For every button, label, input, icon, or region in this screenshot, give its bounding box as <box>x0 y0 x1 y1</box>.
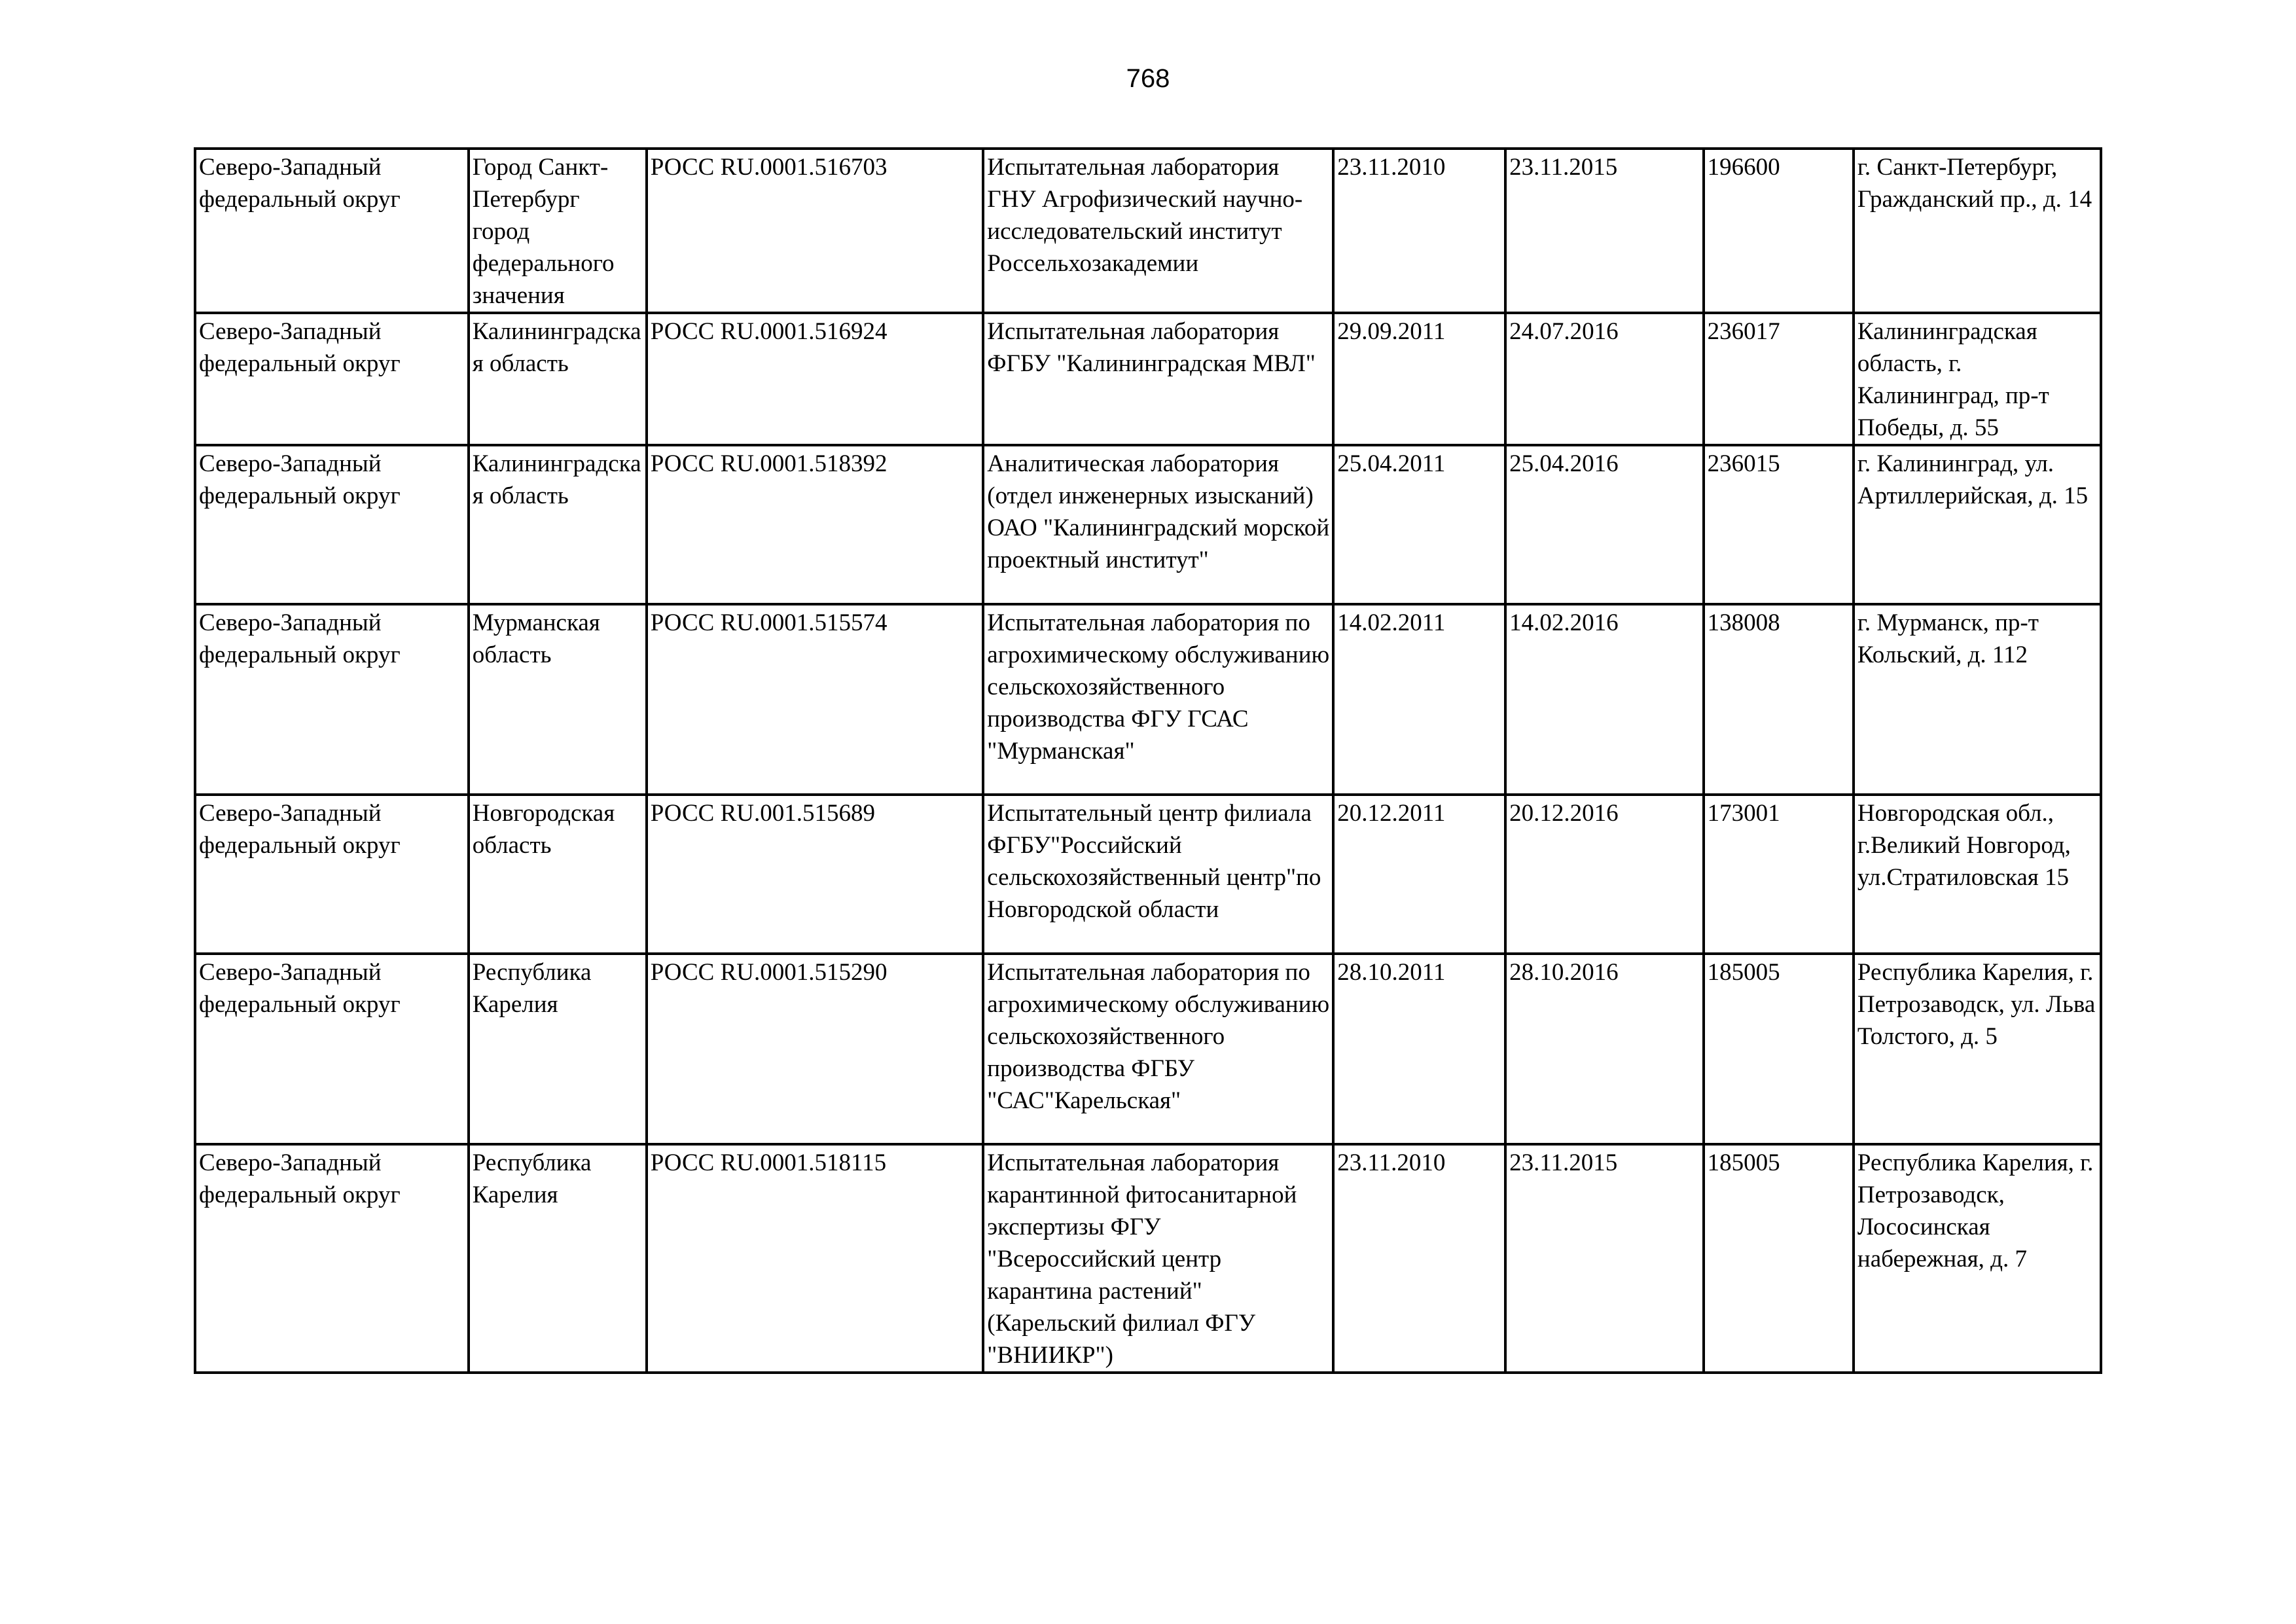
table-row <box>195 604 2101 795</box>
postal-code-cell: 138008 <box>1704 604 1854 795</box>
certificate-cell: РОСС RU.0001.516703 <box>647 149 984 313</box>
address-cell: Республика Карелия, г. Петрозаводск, ул. Льва Толстого, д. 5 <box>1854 954 2101 1144</box>
certificate-cell: РОСС RU.0001.515574 <box>647 604 984 795</box>
date-valid-cell: 24.07.2016 <box>1505 313 1704 445</box>
date-issued-cell: 25.04.2011 <box>1333 445 1505 604</box>
certificate-cell: РОСС RU.001.515689 <box>647 795 984 954</box>
date-issued-cell: 28.10.2011 <box>1333 954 1505 1144</box>
postal-code-cell: 236017 <box>1704 313 1854 445</box>
region-cell: Республика Карелия <box>469 1144 647 1373</box>
date-valid-cell: 28.10.2016 <box>1505 954 1704 1144</box>
date-valid-cell: 14.02.2016 <box>1505 604 1704 795</box>
address-cell: Республика Карелия, г. Петрозаводск, Лососинская набережная, д. 7 <box>1854 1144 2101 1373</box>
region-cell: Калининградская область <box>469 445 647 604</box>
postal-code-cell: 196600 <box>1704 149 1854 313</box>
region-cell: Новгородская область <box>469 795 647 954</box>
date-valid-cell: 23.11.2015 <box>1505 149 1704 313</box>
address-cell: г. Мурманск, пр-т Кольский, д. 112 <box>1854 604 2101 795</box>
laboratory-cell: Испытательный центр филиала ФГБУ"Российский сельскохозяйственный центр"по Новгородской области <box>983 795 1333 954</box>
certificate-cell: РОСС RU.0001.515290 <box>647 954 984 1144</box>
date-issued-cell: 20.12.2011 <box>1333 795 1505 954</box>
laboratory-cell: Испытательная лаборатория ГНУ Агрофизический научно-исследовательский институт Россельхозакадемии <box>983 149 1333 313</box>
district-cell: Северо-Западный федеральный округ <box>195 604 469 795</box>
table-row <box>195 445 2101 604</box>
district-cell: Северо-Западный федеральный округ <box>195 149 469 313</box>
date-valid-cell: 20.12.2016 <box>1505 795 1704 954</box>
address-cell: г. Калининград, ул. Артиллерийская, д. 15 <box>1854 445 2101 604</box>
laboratory-cell: Испытательная лаборатория по агрохимическому обслуживанию сельскохозяйственного производства ФГУ ГСАС "Мурманская" <box>983 604 1333 795</box>
postal-code-cell: 173001 <box>1704 795 1854 954</box>
address-cell: Калининградская область, г. Калининград, пр-т Победы, д. 55 <box>1854 313 2101 445</box>
certificate-cell: РОСС RU.0001.518392 <box>647 445 984 604</box>
certificate-cell: РОСС RU.0001.516924 <box>647 313 984 445</box>
page-number: 768 <box>1126 64 1170 93</box>
table-row <box>195 313 2101 445</box>
laboratory-cell: Аналитическая лаборатория (отдел инженерных изысканий) ОАО "Калининградский морской проектный институт" <box>983 445 1333 604</box>
district-cell: Северо-Западный федеральный округ <box>195 954 469 1144</box>
laboratory-cell: Испытательная лаборатория по агрохимическому обслуживанию сельскохозяйственного производства ФГБУ "САС"Карельская" <box>983 954 1333 1144</box>
date-issued-cell: 29.09.2011 <box>1333 313 1505 445</box>
postal-code-cell: 185005 <box>1704 1144 1854 1373</box>
region-cell: Республика Карелия <box>469 954 647 1144</box>
laboratory-cell: Испытательная лаборатория карантинной фитосанитарной экспертизы ФГУ "Всероссийский центр карантина растений" (Карельский филиал ФГУ "ВНИИКР") <box>983 1144 1333 1373</box>
district-cell: Северо-Западный федеральный округ <box>195 1144 469 1373</box>
date-issued-cell: 14.02.2011 <box>1333 604 1505 795</box>
district-cell: Северо-Западный федеральный округ <box>195 445 469 604</box>
table-row <box>195 795 2101 954</box>
postal-code-cell: 236015 <box>1704 445 1854 604</box>
laboratory-cell: Испытательная лаборатория ФГБУ "Калининградская МВЛ" <box>983 313 1333 445</box>
date-valid-cell: 23.11.2015 <box>1505 1144 1704 1373</box>
postal-code-cell: 185005 <box>1704 954 1854 1144</box>
table-row <box>195 954 2101 1144</box>
district-cell: Северо-Западный федеральный округ <box>195 313 469 445</box>
certificate-cell: РОСС RU.0001.518115 <box>647 1144 984 1373</box>
region-cell: Город Санкт-Петербург город федерального значения <box>469 149 647 313</box>
region-cell: Мурманская область <box>469 604 647 795</box>
address-cell: г. Санкт-Петербург, Гражданский пр., д. 14 <box>1854 149 2101 313</box>
date-issued-cell: 23.11.2010 <box>1333 149 1505 313</box>
date-valid-cell: 25.04.2016 <box>1505 445 1704 604</box>
date-issued-cell: 23.11.2010 <box>1333 1144 1505 1373</box>
table-row <box>195 149 2101 313</box>
address-cell: Новгородская обл., г.Великий Новгород, ул.Стратиловская 15 <box>1854 795 2101 954</box>
table-row <box>195 1144 2101 1373</box>
region-cell: Калининградская область <box>469 313 647 445</box>
district-cell: Северо-Западный федеральный округ <box>195 795 469 954</box>
laboratory-registry-table <box>194 147 2102 1374</box>
